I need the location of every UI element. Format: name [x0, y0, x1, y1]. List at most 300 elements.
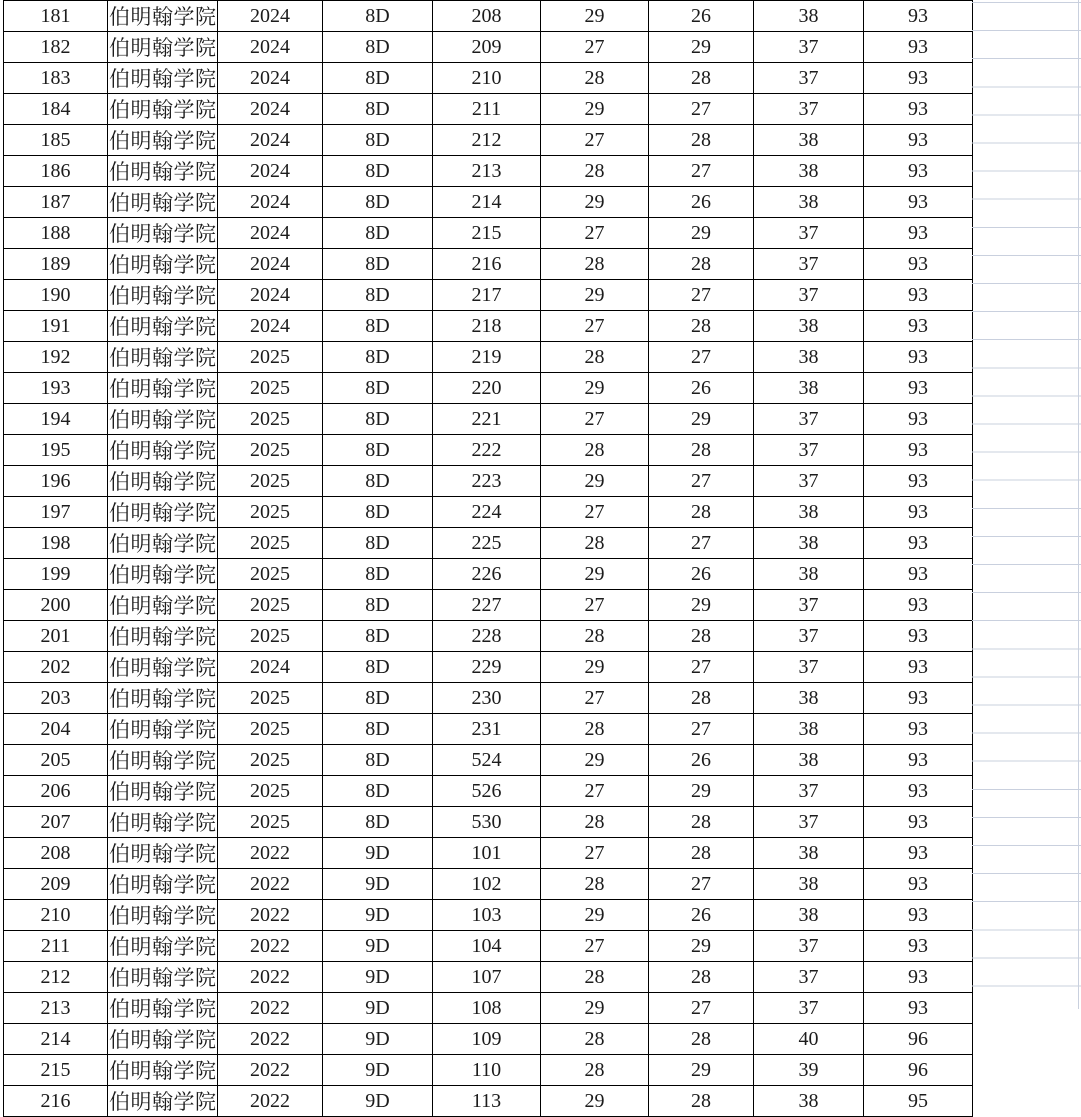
table-cell[interactable]: 2022: [218, 1024, 323, 1055]
table-cell[interactable]: 28: [541, 1055, 649, 1086]
table-cell[interactable]: 207: [4, 807, 108, 838]
table-cell[interactable]: 8D: [323, 497, 433, 528]
table-cell[interactable]: 2025: [218, 342, 323, 373]
table-cell[interactable]: 93: [864, 280, 973, 311]
table-cell[interactable]: 530: [433, 807, 541, 838]
table-cell[interactable]: 28: [541, 63, 649, 94]
table-cell[interactable]: 29: [541, 745, 649, 776]
table-cell[interactable]: 8D: [323, 404, 433, 435]
table-cell[interactable]: 185: [4, 125, 108, 156]
table-cell[interactable]: 37: [754, 776, 864, 807]
table-cell[interactable]: 38: [754, 125, 864, 156]
table-cell[interactable]: 29: [649, 776, 754, 807]
table-cell[interactable]: 27: [649, 993, 754, 1024]
table-cell[interactable]: 2025: [218, 559, 323, 590]
table-cell[interactable]: 8D: [323, 745, 433, 776]
table-cell[interactable]: 28: [541, 1024, 649, 1055]
table-cell[interactable]: 182: [4, 32, 108, 63]
table-cell[interactable]: 2022: [218, 931, 323, 962]
table-cell[interactable]: 9D: [323, 931, 433, 962]
table-cell[interactable]: 伯明翰学院: [108, 590, 218, 621]
table-cell[interactable]: 37: [754, 63, 864, 94]
table-cell[interactable]: 216: [4, 1086, 108, 1117]
table-cell[interactable]: 93: [864, 311, 973, 342]
table-cell[interactable]: 216: [433, 249, 541, 280]
table-cell[interactable]: 27: [649, 280, 754, 311]
table-cell[interactable]: 93: [864, 404, 973, 435]
table-cell[interactable]: 208: [433, 1, 541, 32]
table-cell[interactable]: 212: [433, 125, 541, 156]
table-cell[interactable]: 伯明翰学院: [108, 714, 218, 745]
table-cell[interactable]: 9D: [323, 1055, 433, 1086]
table-cell[interactable]: 526: [433, 776, 541, 807]
table-cell[interactable]: 伯明翰学院: [108, 1086, 218, 1117]
table-cell[interactable]: 26: [649, 187, 754, 218]
table-cell[interactable]: 93: [864, 559, 973, 590]
table-cell[interactable]: 8D: [323, 94, 433, 125]
table-cell[interactable]: 37: [754, 404, 864, 435]
table-cell[interactable]: 38: [754, 838, 864, 869]
table-cell[interactable]: 8D: [323, 125, 433, 156]
table-cell[interactable]: 2024: [218, 218, 323, 249]
table-cell[interactable]: 219: [433, 342, 541, 373]
table-cell[interactable]: 187: [4, 187, 108, 218]
table-cell[interactable]: 9D: [323, 962, 433, 993]
table-cell[interactable]: 93: [864, 466, 973, 497]
table-cell[interactable]: 8D: [323, 528, 433, 559]
table-cell[interactable]: 103: [433, 900, 541, 931]
table-cell[interactable]: 38: [754, 1, 864, 32]
table-cell[interactable]: 37: [754, 590, 864, 621]
table-cell[interactable]: 26: [649, 1, 754, 32]
table-cell[interactable]: 伯明翰学院: [108, 1, 218, 32]
table-cell[interactable]: 93: [864, 187, 973, 218]
table-cell[interactable]: 8D: [323, 280, 433, 311]
table-cell[interactable]: 29: [541, 373, 649, 404]
table-cell[interactable]: 212: [4, 962, 108, 993]
table-cell[interactable]: 37: [754, 249, 864, 280]
table-cell[interactable]: 27: [649, 156, 754, 187]
table-cell[interactable]: 27: [541, 683, 649, 714]
table-cell[interactable]: 2022: [218, 1086, 323, 1117]
table-cell[interactable]: 伯明翰学院: [108, 652, 218, 683]
table-cell[interactable]: 524: [433, 745, 541, 776]
table-cell[interactable]: 伯明翰学院: [108, 249, 218, 280]
table-cell[interactable]: 203: [4, 683, 108, 714]
table-cell[interactable]: 9D: [323, 993, 433, 1024]
table-cell[interactable]: 200: [4, 590, 108, 621]
table-cell[interactable]: 27: [541, 32, 649, 63]
table-cell[interactable]: 28: [649, 683, 754, 714]
table-cell[interactable]: 2024: [218, 280, 323, 311]
table-cell[interactable]: 8D: [323, 218, 433, 249]
table-cell[interactable]: 29: [649, 32, 754, 63]
table-cell[interactable]: 2025: [218, 714, 323, 745]
table-cell[interactable]: 217: [433, 280, 541, 311]
table-cell[interactable]: 194: [4, 404, 108, 435]
table-cell[interactable]: 29: [649, 931, 754, 962]
table-cell[interactable]: 28: [649, 435, 754, 466]
table-cell[interactable]: 96: [864, 1024, 973, 1055]
table-cell[interactable]: 93: [864, 435, 973, 466]
table-cell[interactable]: 2024: [218, 1, 323, 32]
table-cell[interactable]: 37: [754, 652, 864, 683]
table-cell[interactable]: 伯明翰学院: [108, 559, 218, 590]
table-cell[interactable]: 215: [433, 218, 541, 249]
table-cell[interactable]: 28: [649, 311, 754, 342]
table-cell[interactable]: 26: [649, 373, 754, 404]
table-cell[interactable]: 39: [754, 1055, 864, 1086]
table-cell[interactable]: 231: [433, 714, 541, 745]
table-cell[interactable]: 202: [4, 652, 108, 683]
table-cell[interactable]: 37: [754, 435, 864, 466]
table-cell[interactable]: 225: [433, 528, 541, 559]
table-cell[interactable]: 220: [433, 373, 541, 404]
table-cell[interactable]: 伯明翰学院: [108, 1024, 218, 1055]
table-cell[interactable]: 26: [649, 745, 754, 776]
table-cell[interactable]: 2022: [218, 962, 323, 993]
table-cell[interactable]: 29: [541, 94, 649, 125]
table-cell[interactable]: 28: [649, 497, 754, 528]
table-cell[interactable]: 38: [754, 311, 864, 342]
table-cell[interactable]: 2022: [218, 838, 323, 869]
table-cell[interactable]: 184: [4, 94, 108, 125]
table-cell[interactable]: 9D: [323, 838, 433, 869]
table-cell[interactable]: 8D: [323, 590, 433, 621]
table-cell[interactable]: 8D: [323, 63, 433, 94]
table-cell[interactable]: 38: [754, 559, 864, 590]
table-cell[interactable]: 2024: [218, 32, 323, 63]
table-cell[interactable]: 222: [433, 435, 541, 466]
table-cell[interactable]: 伯明翰学院: [108, 125, 218, 156]
table-cell[interactable]: 224: [433, 497, 541, 528]
table-cell[interactable]: 108: [433, 993, 541, 1024]
table-cell[interactable]: 28: [649, 962, 754, 993]
table-cell[interactable]: 40: [754, 1024, 864, 1055]
table-cell[interactable]: 29: [649, 218, 754, 249]
table-cell[interactable]: 93: [864, 869, 973, 900]
table-cell[interactable]: 197: [4, 497, 108, 528]
table-cell[interactable]: 伯明翰学院: [108, 435, 218, 466]
table-cell[interactable]: 93: [864, 373, 973, 404]
table-cell[interactable]: 8D: [323, 714, 433, 745]
table-cell[interactable]: 28: [541, 807, 649, 838]
table-cell[interactable]: 28: [649, 1024, 754, 1055]
table-cell[interactable]: 伯明翰学院: [108, 373, 218, 404]
table-cell[interactable]: 27: [541, 311, 649, 342]
table-cell[interactable]: 37: [754, 466, 864, 497]
table-cell[interactable]: 9D: [323, 1024, 433, 1055]
table-cell[interactable]: 伯明翰学院: [108, 745, 218, 776]
table-cell[interactable]: 196: [4, 466, 108, 497]
table-cell[interactable]: 伯明翰学院: [108, 683, 218, 714]
table-cell[interactable]: 38: [754, 497, 864, 528]
table-cell[interactable]: 93: [864, 838, 973, 869]
table-cell[interactable]: 29: [649, 1055, 754, 1086]
table-cell[interactable]: 2025: [218, 528, 323, 559]
table-cell[interactable]: 28: [649, 125, 754, 156]
table-cell[interactable]: 2022: [218, 869, 323, 900]
table-cell[interactable]: 2025: [218, 683, 323, 714]
table-cell[interactable]: 伯明翰学院: [108, 280, 218, 311]
table-cell[interactable]: 伯明翰学院: [108, 1055, 218, 1086]
table-cell[interactable]: 37: [754, 32, 864, 63]
table-cell[interactable]: 2024: [218, 249, 323, 280]
table-cell[interactable]: 29: [541, 1, 649, 32]
table-cell[interactable]: 38: [754, 342, 864, 373]
table-cell[interactable]: 214: [4, 1024, 108, 1055]
table-cell[interactable]: 208: [4, 838, 108, 869]
table-cell[interactable]: 2025: [218, 466, 323, 497]
table-cell[interactable]: 93: [864, 962, 973, 993]
table-cell[interactable]: 37: [754, 94, 864, 125]
table-cell[interactable]: 27: [649, 342, 754, 373]
table-cell[interactable]: 29: [541, 559, 649, 590]
table-cell[interactable]: 113: [433, 1086, 541, 1117]
table-cell[interactable]: 8D: [323, 32, 433, 63]
table-cell[interactable]: 93: [864, 931, 973, 962]
table-cell[interactable]: 27: [649, 714, 754, 745]
table-cell[interactable]: 213: [433, 156, 541, 187]
table-cell[interactable]: 29: [541, 993, 649, 1024]
table-cell[interactable]: 26: [649, 900, 754, 931]
table-cell[interactable]: 93: [864, 32, 973, 63]
table-cell[interactable]: 2025: [218, 807, 323, 838]
table-cell[interactable]: 188: [4, 218, 108, 249]
table-cell[interactable]: 195: [4, 435, 108, 466]
table-cell[interactable]: 2024: [218, 156, 323, 187]
table-cell[interactable]: 191: [4, 311, 108, 342]
table-cell[interactable]: 104: [433, 931, 541, 962]
table-cell[interactable]: 38: [754, 187, 864, 218]
table-cell[interactable]: 伯明翰学院: [108, 156, 218, 187]
table-cell[interactable]: 37: [754, 962, 864, 993]
table-cell[interactable]: 218: [433, 311, 541, 342]
table-cell[interactable]: 93: [864, 249, 973, 280]
table-cell[interactable]: 93: [864, 528, 973, 559]
table-cell[interactable]: 38: [754, 869, 864, 900]
table-cell[interactable]: 201: [4, 621, 108, 652]
table-cell[interactable]: 2024: [218, 125, 323, 156]
table-cell[interactable]: 227: [433, 590, 541, 621]
table-cell[interactable]: 2025: [218, 435, 323, 466]
table-cell[interactable]: 37: [754, 993, 864, 1024]
table-cell[interactable]: 伯明翰学院: [108, 807, 218, 838]
table-cell[interactable]: 29: [541, 187, 649, 218]
table-cell[interactable]: 28: [649, 1086, 754, 1117]
table-cell[interactable]: 181: [4, 1, 108, 32]
table-cell[interactable]: 28: [541, 714, 649, 745]
table-cell[interactable]: 27: [541, 218, 649, 249]
table-cell[interactable]: 213: [4, 993, 108, 1024]
table-cell[interactable]: 8D: [323, 683, 433, 714]
table-cell[interactable]: 29: [541, 652, 649, 683]
table-cell[interactable]: 27: [649, 466, 754, 497]
table-cell[interactable]: 2022: [218, 1055, 323, 1086]
table-cell[interactable]: 228: [433, 621, 541, 652]
table-cell[interactable]: 伯明翰学院: [108, 94, 218, 125]
table-cell[interactable]: 28: [649, 249, 754, 280]
table-cell[interactable]: 9D: [323, 900, 433, 931]
table-cell[interactable]: 93: [864, 900, 973, 931]
table-cell[interactable]: 伯明翰学院: [108, 466, 218, 497]
table-cell[interactable]: 189: [4, 249, 108, 280]
table-cell[interactable]: 2024: [218, 187, 323, 218]
table-cell[interactable]: 27: [541, 776, 649, 807]
table-cell[interactable]: 伯明翰学院: [108, 900, 218, 931]
table-cell[interactable]: 29: [649, 590, 754, 621]
table-cell[interactable]: 伯明翰学院: [108, 63, 218, 94]
table-cell[interactable]: 2025: [218, 590, 323, 621]
table-cell[interactable]: 伯明翰学院: [108, 187, 218, 218]
table-cell[interactable]: 伯明翰学院: [108, 962, 218, 993]
table-cell[interactable]: 伯明翰学院: [108, 342, 218, 373]
table-cell[interactable]: 2024: [218, 63, 323, 94]
table-cell[interactable]: 2022: [218, 993, 323, 1024]
table-cell[interactable]: 伯明翰学院: [108, 621, 218, 652]
table-cell[interactable]: 27: [649, 528, 754, 559]
table-cell[interactable]: 伯明翰学院: [108, 869, 218, 900]
table-cell[interactable]: 伯明翰学院: [108, 838, 218, 869]
table-cell[interactable]: 93: [864, 94, 973, 125]
table-cell[interactable]: 93: [864, 63, 973, 94]
table-cell[interactable]: 2022: [218, 900, 323, 931]
table-cell[interactable]: 2025: [218, 373, 323, 404]
table-cell[interactable]: 206: [4, 776, 108, 807]
table-cell[interactable]: 230: [433, 683, 541, 714]
table-cell[interactable]: 38: [754, 1086, 864, 1117]
table-cell[interactable]: 38: [754, 745, 864, 776]
table-cell[interactable]: 8D: [323, 373, 433, 404]
table-cell[interactable]: 199: [4, 559, 108, 590]
table-cell[interactable]: 8D: [323, 187, 433, 218]
table-cell[interactable]: 伯明翰学院: [108, 32, 218, 63]
table-cell[interactable]: 29: [541, 900, 649, 931]
table-cell[interactable]: 211: [433, 94, 541, 125]
table-cell[interactable]: 伯明翰学院: [108, 993, 218, 1024]
table-cell[interactable]: 109: [433, 1024, 541, 1055]
table-cell[interactable]: 186: [4, 156, 108, 187]
table-cell[interactable]: 37: [754, 218, 864, 249]
table-cell[interactable]: 38: [754, 528, 864, 559]
table-cell[interactable]: 2025: [218, 745, 323, 776]
table-cell[interactable]: 28: [541, 621, 649, 652]
table-cell[interactable]: 27: [541, 838, 649, 869]
table-cell[interactable]: 95: [864, 1086, 973, 1117]
table-cell[interactable]: 229: [433, 652, 541, 683]
table-cell[interactable]: 38: [754, 683, 864, 714]
table-cell[interactable]: 2025: [218, 404, 323, 435]
table-cell[interactable]: 226: [433, 559, 541, 590]
table-cell[interactable]: 37: [754, 621, 864, 652]
table-cell[interactable]: 26: [649, 559, 754, 590]
table-cell[interactable]: 101: [433, 838, 541, 869]
table-cell[interactable]: 28: [541, 342, 649, 373]
table-cell[interactable]: 28: [541, 528, 649, 559]
table-cell[interactable]: 38: [754, 156, 864, 187]
table-cell[interactable]: 28: [649, 621, 754, 652]
table-cell[interactable]: 2024: [218, 311, 323, 342]
table-cell[interactable]: 192: [4, 342, 108, 373]
table-cell[interactable]: 37: [754, 931, 864, 962]
table-cell[interactable]: 伯明翰学院: [108, 497, 218, 528]
table-cell[interactable]: 8D: [323, 1, 433, 32]
table-cell[interactable]: 28: [649, 838, 754, 869]
table-cell[interactable]: 8D: [323, 776, 433, 807]
table-cell[interactable]: 37: [754, 280, 864, 311]
table-cell[interactable]: 93: [864, 745, 973, 776]
table-cell[interactable]: 2024: [218, 652, 323, 683]
table-cell[interactable]: 38: [754, 900, 864, 931]
table-cell[interactable]: 93: [864, 993, 973, 1024]
table-cell[interactable]: 198: [4, 528, 108, 559]
table-cell[interactable]: 223: [433, 466, 541, 497]
table-cell[interactable]: 38: [754, 714, 864, 745]
table-cell[interactable]: 190: [4, 280, 108, 311]
table-cell[interactable]: 2025: [218, 776, 323, 807]
table-cell[interactable]: 27: [541, 404, 649, 435]
table-cell[interactable]: 伯明翰学院: [108, 528, 218, 559]
table-cell[interactable]: 28: [541, 962, 649, 993]
table-cell[interactable]: 2025: [218, 497, 323, 528]
table-cell[interactable]: 28: [541, 249, 649, 280]
table-cell[interactable]: 193: [4, 373, 108, 404]
table-cell[interactable]: 93: [864, 1, 973, 32]
table-cell[interactable]: 伯明翰学院: [108, 218, 218, 249]
table-cell[interactable]: 210: [433, 63, 541, 94]
table-cell[interactable]: 93: [864, 807, 973, 838]
table-cell[interactable]: 8D: [323, 311, 433, 342]
table-cell[interactable]: 93: [864, 342, 973, 373]
table-cell[interactable]: 110: [433, 1055, 541, 1086]
table-cell[interactable]: 28: [541, 869, 649, 900]
table-cell[interactable]: 93: [864, 683, 973, 714]
table-cell[interactable]: 29: [541, 1086, 649, 1117]
table-cell[interactable]: 28: [541, 435, 649, 466]
table-cell[interactable]: 210: [4, 900, 108, 931]
table-cell[interactable]: 93: [864, 652, 973, 683]
table-cell[interactable]: 183: [4, 63, 108, 94]
table-cell[interactable]: 93: [864, 218, 973, 249]
table-cell[interactable]: 8D: [323, 652, 433, 683]
table-cell[interactable]: 27: [541, 590, 649, 621]
table-cell[interactable]: 伯明翰学院: [108, 311, 218, 342]
table-cell[interactable]: 8D: [323, 342, 433, 373]
table-cell[interactable]: 211: [4, 931, 108, 962]
table-cell[interactable]: 205: [4, 745, 108, 776]
table-cell[interactable]: 221: [433, 404, 541, 435]
table-cell[interactable]: 27: [541, 497, 649, 528]
table-cell[interactable]: 214: [433, 187, 541, 218]
table-cell[interactable]: 38: [754, 373, 864, 404]
table-cell[interactable]: 8D: [323, 621, 433, 652]
table-cell[interactable]: 8D: [323, 466, 433, 497]
table-cell[interactable]: 204: [4, 714, 108, 745]
table-cell[interactable]: 27: [649, 869, 754, 900]
table-cell[interactable]: 215: [4, 1055, 108, 1086]
table-cell[interactable]: 102: [433, 869, 541, 900]
table-cell[interactable]: 107: [433, 962, 541, 993]
table-cell[interactable]: 96: [864, 1055, 973, 1086]
table-cell[interactable]: 伯明翰学院: [108, 404, 218, 435]
table-cell[interactable]: 8D: [323, 156, 433, 187]
table-cell[interactable]: 93: [864, 497, 973, 528]
table-cell[interactable]: 8D: [323, 435, 433, 466]
table-cell[interactable]: 8D: [323, 559, 433, 590]
table-cell[interactable]: 2025: [218, 621, 323, 652]
table-cell[interactable]: 37: [754, 807, 864, 838]
table-cell[interactable]: 伯明翰学院: [108, 776, 218, 807]
